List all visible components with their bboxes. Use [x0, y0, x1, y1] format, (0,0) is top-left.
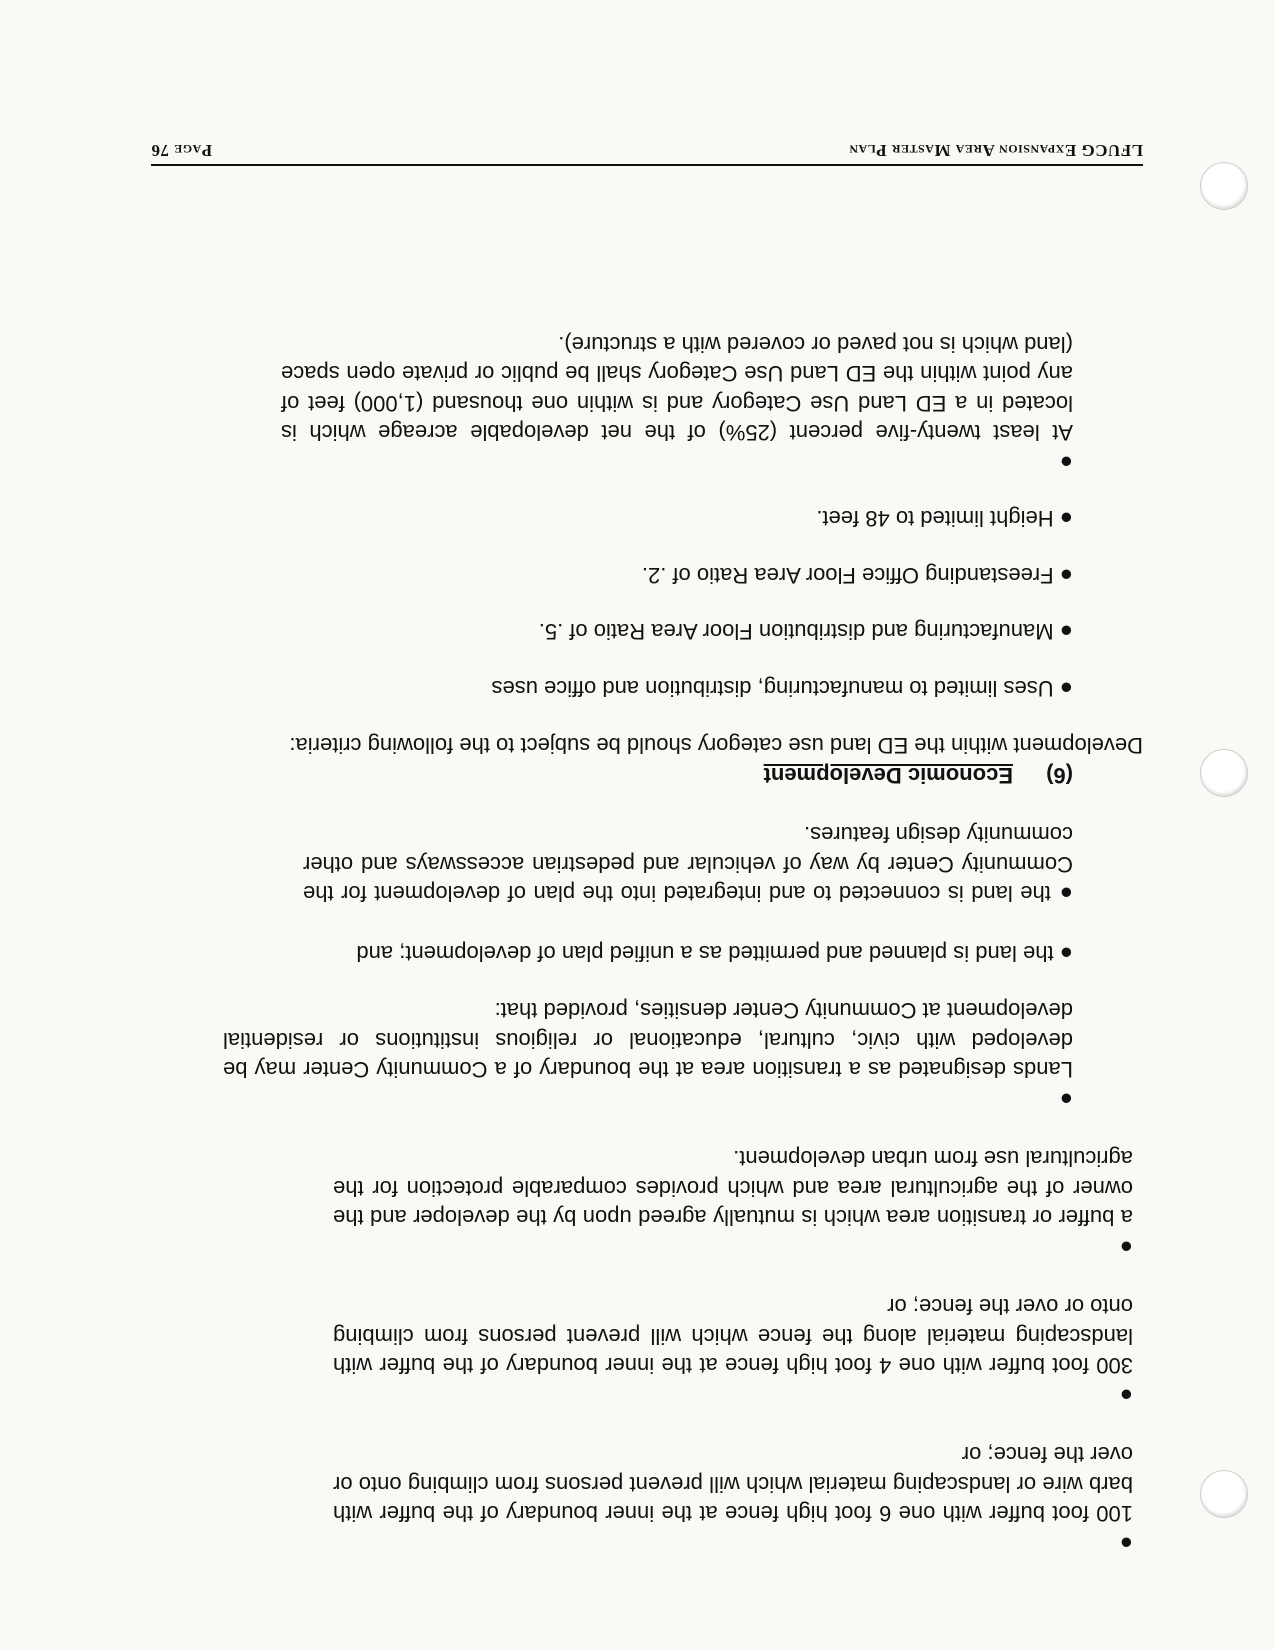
- list-item-text: 100 foot buffer with one 6 foot high fence at the inner boundary of the buffer with barb wire or landscaping material which will prevent persons from climbing onto or over the fence; or: [333, 1442, 1133, 1527]
- list-item: [303, 820, 1073, 909]
- list-item-text: a buffer or transition area which is mutually agreed upon by the developer and the owner of the agricultural area and which provides comparable protection for the agricultural use from urban development.: [333, 1146, 1133, 1231]
- list-item: [281, 330, 1073, 478]
- section-intro: Development within the ED land use category should be subject to the following criteria:: [289, 733, 1143, 759]
- list-item-text: Uses limited to manufacturing, distribution and office uses: [491, 676, 1054, 701]
- bullet-icon: ●: [1059, 1087, 1073, 1112]
- bullet-icon: ●: [1059, 619, 1073, 645]
- bullet-icon: ●: [1059, 676, 1073, 701]
- bullet-icon: ●: [1119, 1383, 1133, 1408]
- list-item: [151, 504, 1073, 534]
- list-item: [151, 561, 1073, 591]
- list-item: [333, 1144, 1133, 1262]
- bullet-icon: ●: [1059, 506, 1073, 532]
- list-item: [151, 674, 1073, 704]
- list-item-text: Manufacturing and distribution Floor Area Ratio of .5.: [538, 619, 1054, 645]
- punch-hole: [1200, 749, 1248, 797]
- section-number: (6): [1046, 763, 1073, 788]
- list-item: [333, 1292, 1133, 1410]
- bullet-icon: ●: [1119, 1235, 1133, 1260]
- bullet-icon: ●: [1059, 941, 1073, 966]
- page-number: Page 76: [151, 141, 213, 160]
- page-footer: [151, 140, 1143, 166]
- section-heading: [151, 761, 1073, 791]
- list-item-text: Lands designated as a transition area at the boundary of a Community Center may be developed with civic, cultural, educational or religious institutions or residential development at Community Center densities, provided that:: [223, 998, 1073, 1083]
- bullet-icon: ●: [1119, 1531, 1133, 1556]
- list-item: [303, 939, 1073, 969]
- list-item: [151, 617, 1073, 647]
- list-item-text: the land is planned and permitted as a unified plan of development; and: [356, 941, 1054, 966]
- list-item-text: the land is connected to and integrated into the plan of development for the Community Center by way of vehicular and pedestrian accessways and other community design features.: [303, 822, 1073, 907]
- section-title: Economic Development: [763, 763, 1013, 788]
- bullet-icon: ●: [1059, 563, 1073, 588]
- footer-title: LFUCG Expansion Area Master Plan: [848, 141, 1143, 160]
- page-content: [151, 302, 1143, 1559]
- list-item-text: Freestanding Office Floor Area Ratio of .2.: [641, 563, 1054, 588]
- bullet-icon: ●: [1058, 881, 1073, 907]
- list-item: [223, 996, 1073, 1114]
- punch-hole: [1200, 162, 1248, 210]
- list-item-text: Height limited to 48 feet.: [816, 506, 1054, 532]
- list-item: [333, 1440, 1133, 1558]
- bullet-icon: ●: [1059, 450, 1073, 475]
- list-item-text: At least twenty-five percent (25%) of the net developable acreage which is located in a ED Land Use Category and is within one thousand (1,000) feet of any point within the ED Land Use Category shall be public or private open space (land which is not paved or covered with a structure).: [281, 332, 1073, 446]
- list-item-text: 300 foot buffer with one 4 foot high fence at the inner boundary of the buffer with landscaping material along the fence which will prevent persons from climbing onto or over the fence; or: [333, 1294, 1133, 1379]
- punch-hole: [1200, 1470, 1248, 1518]
